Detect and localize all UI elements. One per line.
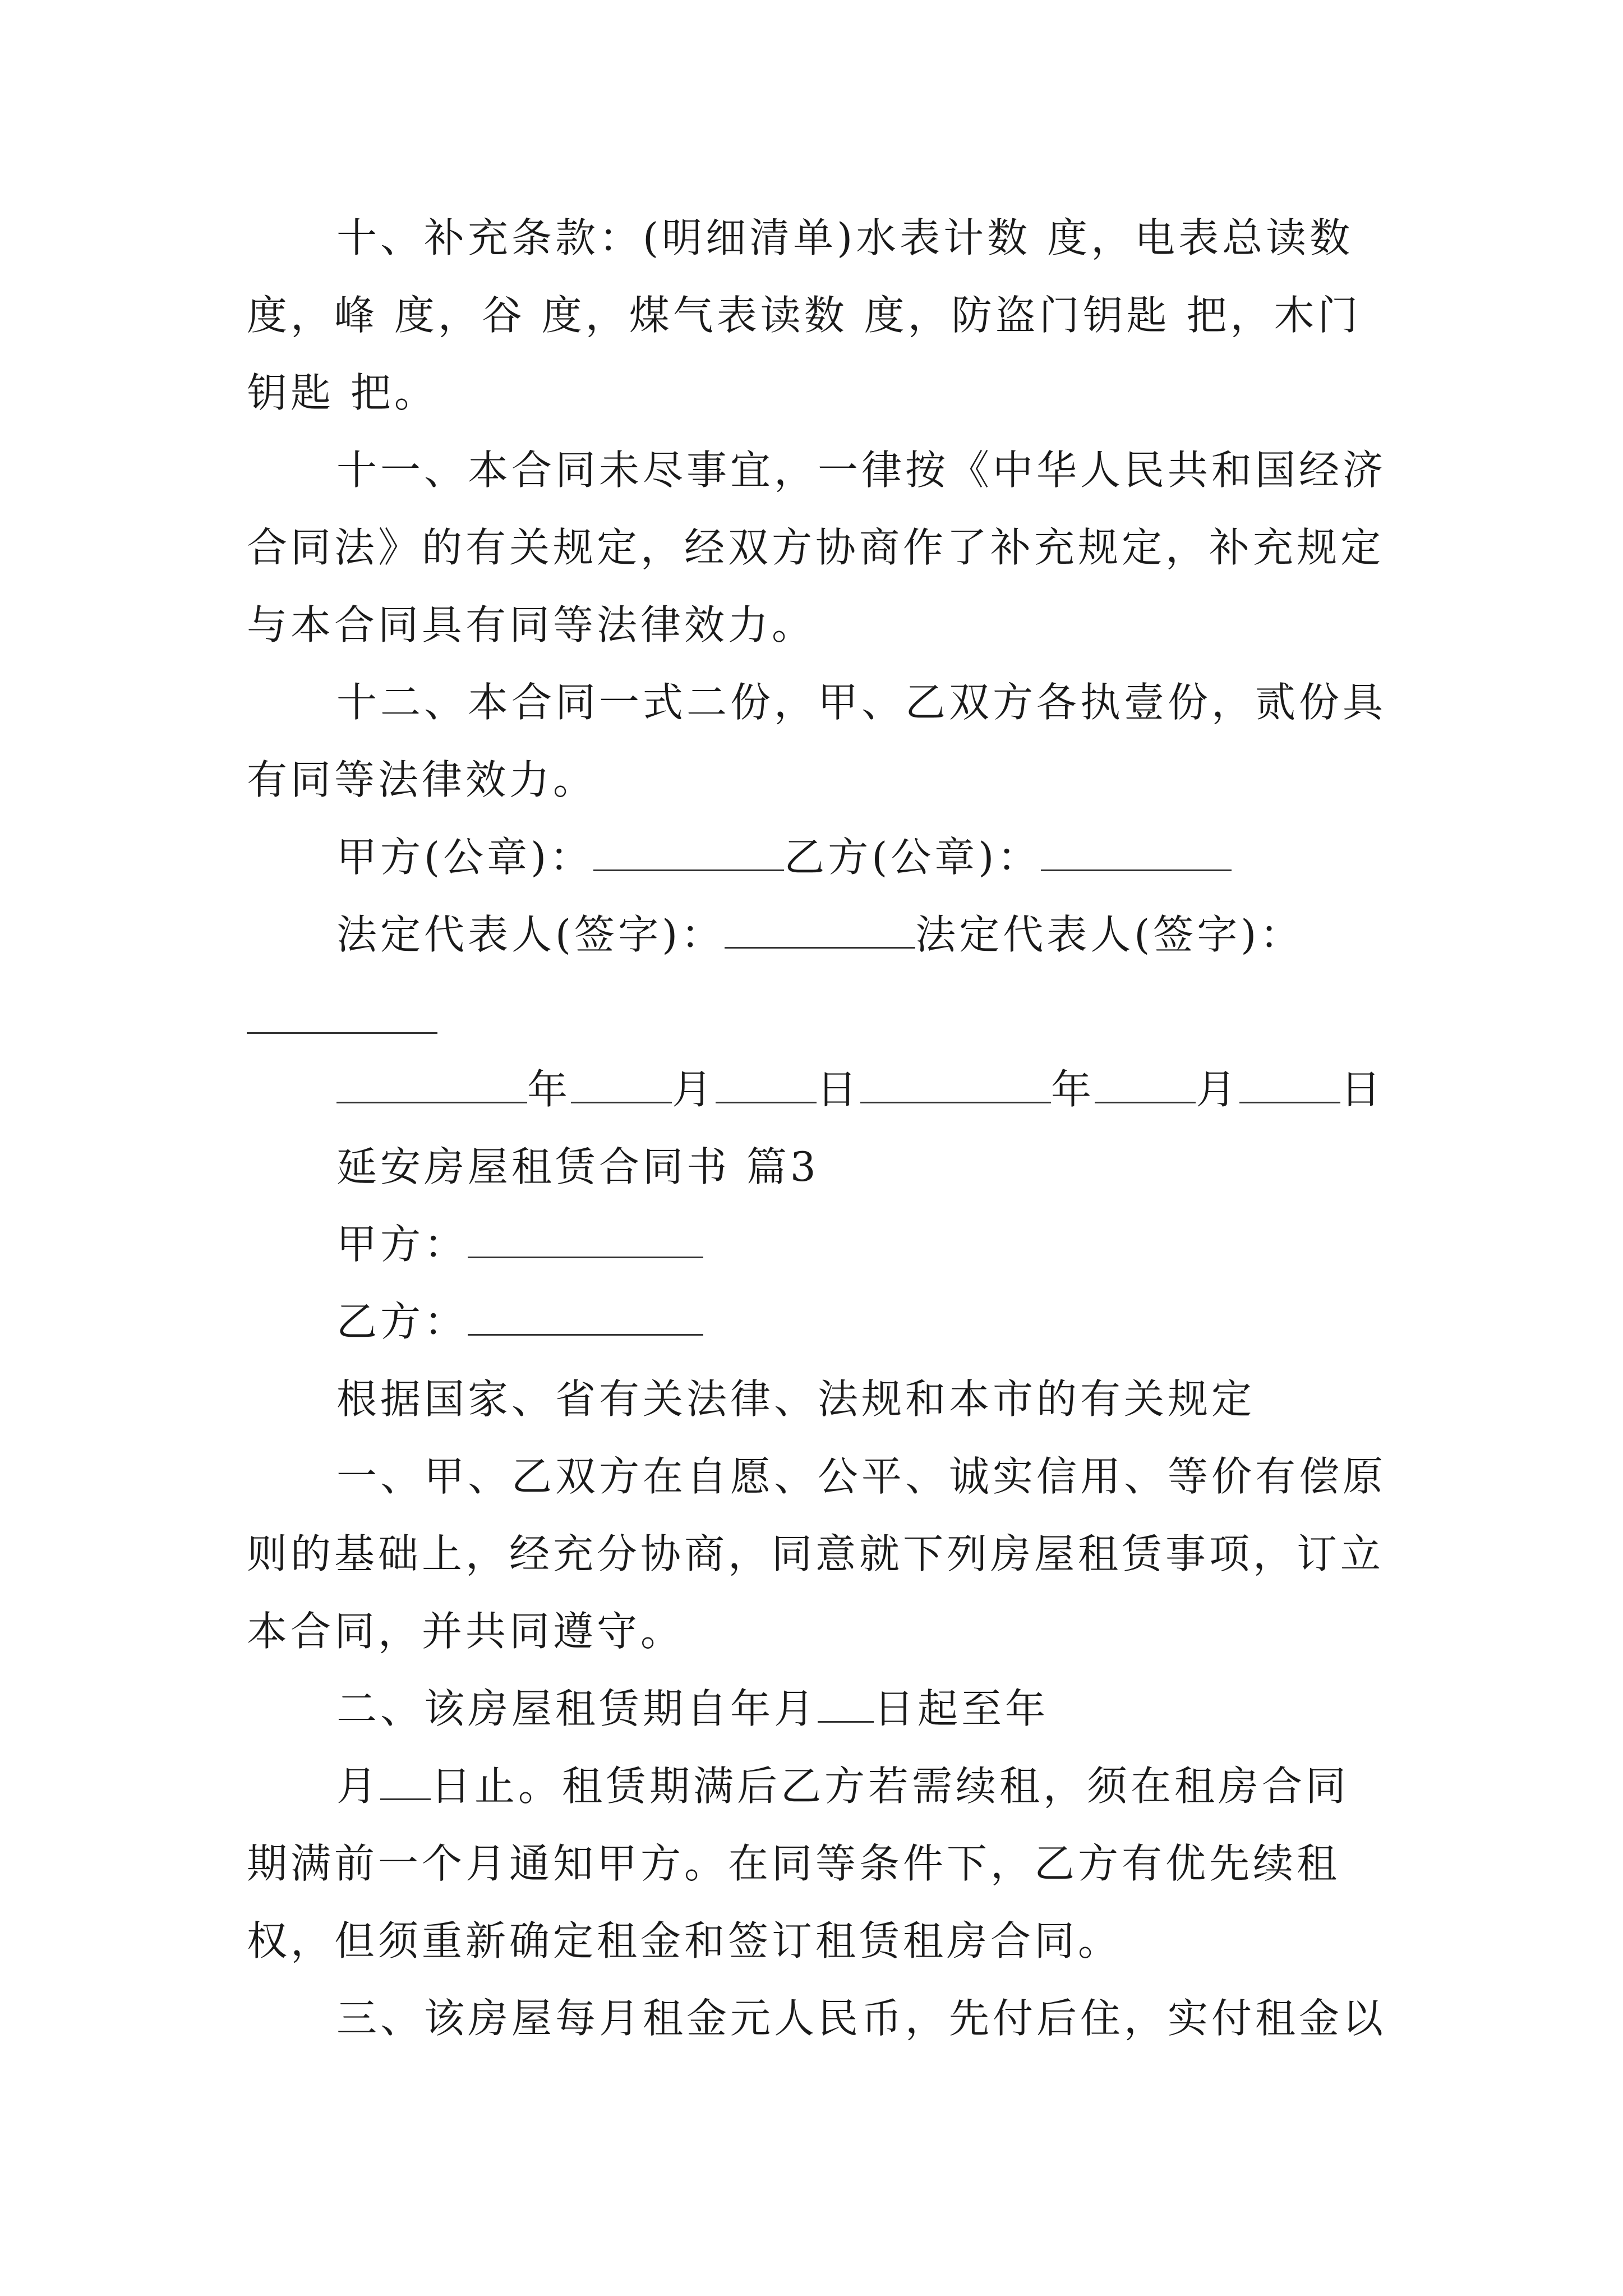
- clause-2-text-a: 二、该房屋租赁期自年月: [336, 1685, 818, 1732]
- date-b-month-label: 月: [1196, 1066, 1240, 1113]
- clause-1: 一、甲、乙双方在自愿、公平、诚实信用、等价有偿原则的基础上，经充分协商，同意就下列房屋租赁事项，订立本合同，并共同遵守。: [247, 1453, 1387, 1655]
- date-a-month-blank: [571, 1068, 672, 1103]
- date-line: [247, 1051, 1391, 1128]
- party-b-seal-label: 乙方(公章)：: [784, 834, 1041, 881]
- clause-2-line-1: [247, 1670, 1391, 1747]
- rep-a-blank: [725, 913, 915, 949]
- representative-line: [247, 896, 1391, 973]
- clause-2-text-d: 日止。租赁期满后乙方若需续租，须在租房合同期满前一个月通知甲方。在同等条件下，乙方有优先续租权，但须重新确定租金和签订租赁租房合同。: [247, 1763, 1350, 1964]
- clause-10: 十、补充条款：(明细清单)水表计数 度，电表总读数度，峰 度，谷 度，煤气表读数 度，防盗门钥匙 把，木门钥匙 把。: [247, 214, 1362, 416]
- seal-line: [247, 818, 1391, 896]
- date-a-month-label: 月: [672, 1066, 716, 1113]
- party-b-line: [247, 1283, 1391, 1360]
- party-a-blank: [468, 1223, 703, 1258]
- party-b-label: 乙方：: [336, 1298, 468, 1345]
- date-b-month-blank: [1095, 1068, 1196, 1103]
- date-a-year-blank: [336, 1068, 527, 1103]
- rep-b-blank-line: [247, 973, 1391, 1051]
- document-page: [247, 199, 1391, 2057]
- party-a-seal-label: 甲方(公章)：: [336, 834, 594, 881]
- clause-3: 三、该房屋每月租金元人民币，先付后住，实付租金以: [336, 1995, 1387, 2042]
- party-a-line: [247, 1205, 1391, 1283]
- party-a-label: 甲方：: [336, 1221, 468, 1268]
- date-b-year-blank: [860, 1068, 1051, 1103]
- clause-2-blank-b: [380, 1765, 431, 1800]
- date-b-year-label: 年: [1051, 1066, 1095, 1113]
- clause-2-blank-a: [818, 1687, 874, 1723]
- clause-2-body: [247, 1747, 1391, 1980]
- date-a-day-label: 日: [817, 1066, 861, 1113]
- party-b-seal-blank: [1041, 836, 1232, 871]
- date-a-year-label: 年: [527, 1066, 571, 1113]
- party-a-seal-blank: [593, 836, 784, 871]
- section-3-heading: 延安房屋租赁合同书 篇3: [336, 1143, 819, 1190]
- clause-2-text-c: 月: [336, 1763, 381, 1810]
- clause-2-text-b: 日起至年: [874, 1685, 1049, 1732]
- date-b-day-blank: [1239, 1068, 1340, 1103]
- legal-basis: 根据国家、省有关法律、法规和本市的有关规定: [336, 1375, 1256, 1423]
- date-a-day-blank: [716, 1068, 817, 1103]
- rep-b-blank: [247, 999, 437, 1034]
- party-b-blank: [468, 1300, 703, 1336]
- clause-11: 十一、本合同未尽事宜，一律按《中华人民共和国经济合同法》的有关规定，经双方协商作了补充规定，补充规定与本合同具有同等法律效力。: [247, 447, 1387, 648]
- rep-a-label: 法定代表人(签字)：: [336, 911, 725, 958]
- rep-b-label: 法定代表人(签字)：: [915, 911, 1304, 958]
- clause-12: 十二、本合同一式二份，甲、乙双方各执壹份，贰份具有同等法律效力。: [247, 679, 1387, 803]
- date-b-day-label: 日: [1340, 1066, 1385, 1113]
